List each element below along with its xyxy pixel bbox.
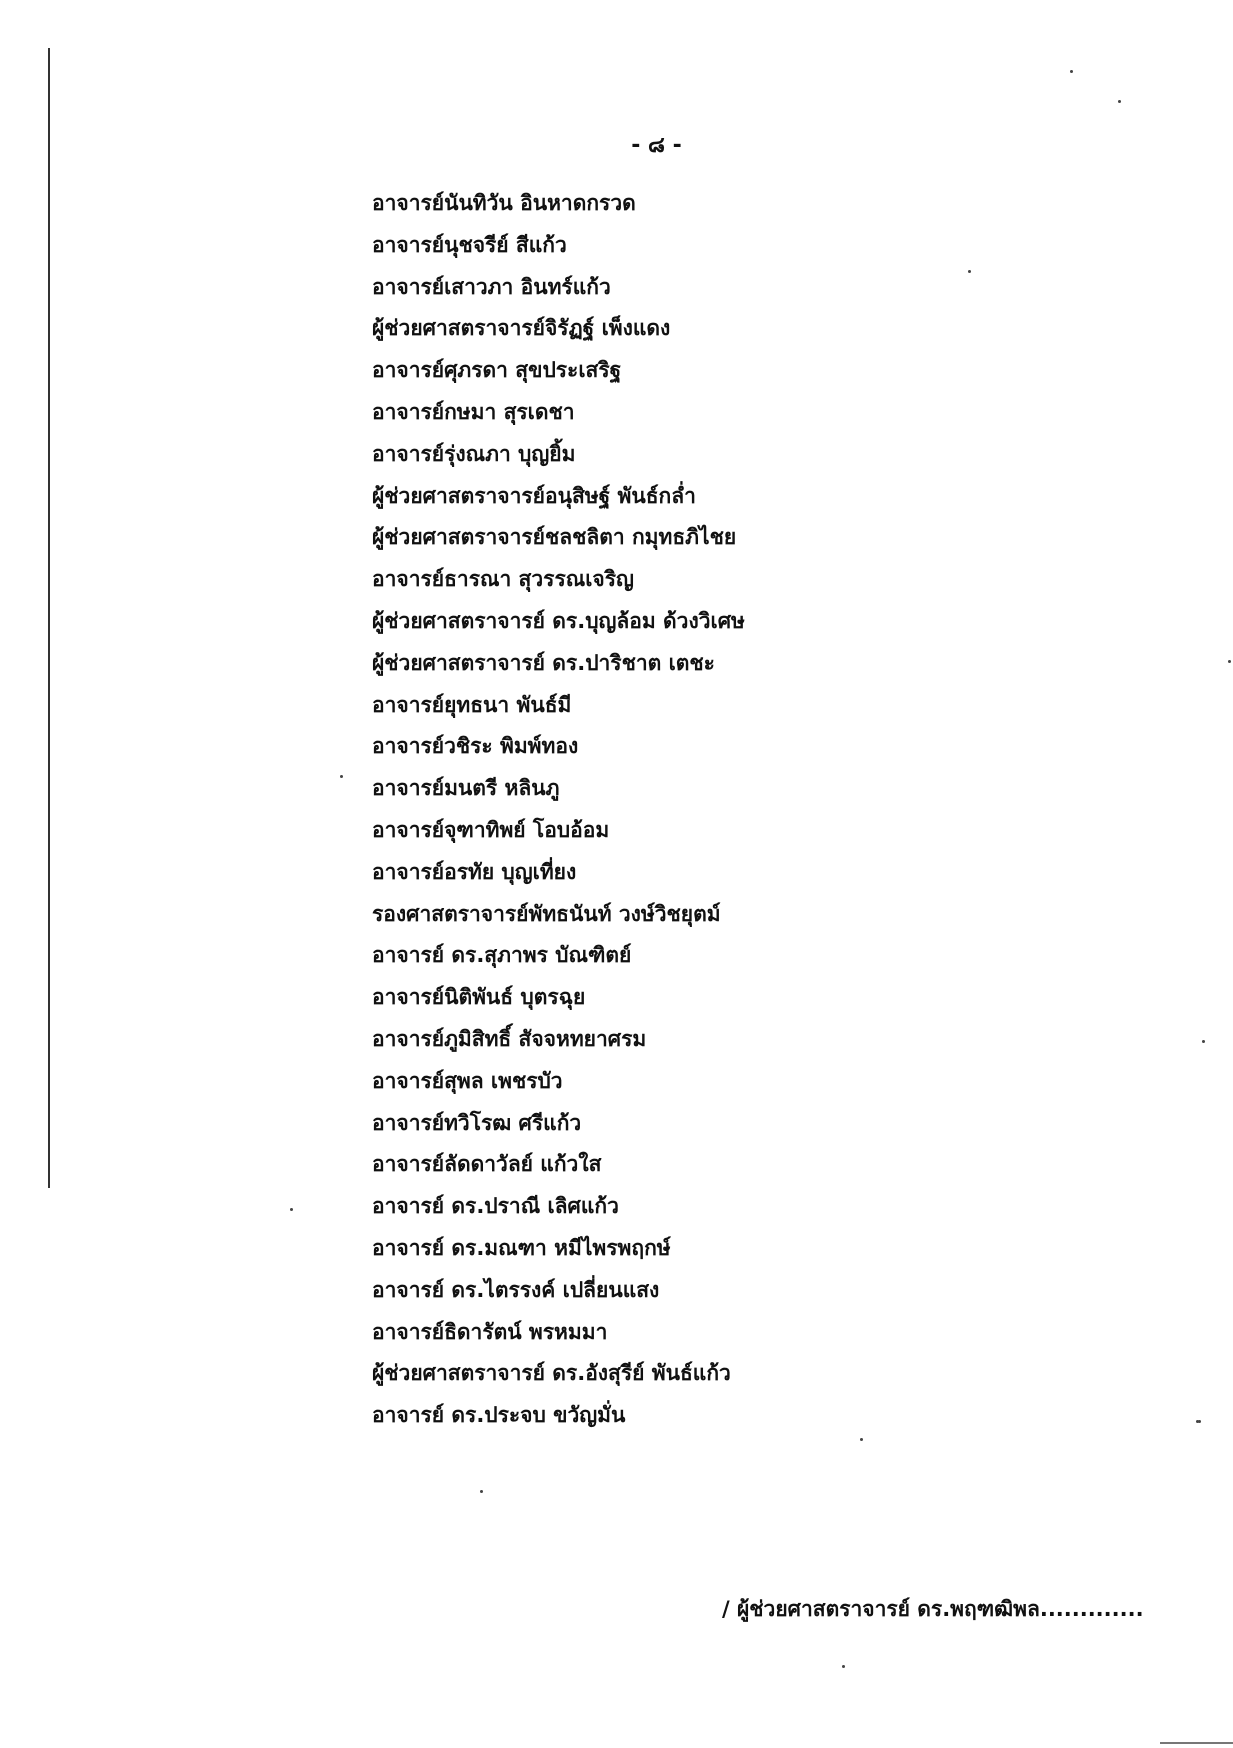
name-item: ผู้ช่วยศาสตราจารย์ ดร.บุญล้อม ด้วงวิเศษ: [372, 608, 745, 633]
scan-speck: [480, 1490, 483, 1493]
name-item: อาจารย์นุชจรีย์ สีแก้ว: [372, 232, 567, 257]
name-item: อาจารย์มนตรี หลินภู: [372, 776, 560, 801]
scan-speck: [1228, 660, 1231, 663]
name-item: อาจารย์ธิดารัตน์ พรหมมา: [372, 1319, 608, 1344]
name-item: อาจารย์ ดร.ไตรรงค์ เปลี่ยนแสง: [372, 1277, 660, 1302]
name-item: อาจารย์ ดร.สุภาพร บัณฑิตย์: [372, 943, 632, 968]
footer-continuation: / ผู้ช่วยศาสตราจารย์ ดร.พฤฑฒิพล.............: [722, 1597, 1144, 1621]
name-item: อาจารย์ศุภรดา สุขประเสริฐ: [372, 358, 622, 383]
name-item: รองศาสตราจารย์พัทธนันท์ วงษ์วิชยุตม์: [372, 901, 721, 926]
name-item: อาจารย์ธารณา สุวรรณเจริญ: [372, 567, 634, 592]
name-item: ผู้ช่วยศาสตราจารย์อนุสิษฐ์ พันธ์กล่ำ: [372, 483, 696, 508]
page-number: - ๘ -: [631, 133, 682, 158]
name-item: อาจารย์ ดร.มณฑา หมีไพรพฤกษ์: [372, 1235, 671, 1260]
name-item: ผู้ช่วยศาสตราจารย์ ดร.อังสุรีย์ พันธ์แก้ว: [372, 1361, 731, 1386]
name-item: อาจารย์รุ่งณภา บุญยิ้ม: [372, 441, 576, 466]
name-item: อาจารย์ภูมิสิทธิ์ สัจจหทยาศรม: [372, 1026, 647, 1051]
scan-speck: [1198, 1420, 1201, 1423]
name-item: อาจารย์สุพล เพชรบัว: [372, 1068, 563, 1093]
name-item: อาจารย์เสาวภา อินทร์แก้ว: [372, 274, 611, 299]
name-item: ผู้ช่วยศาสตราจารย์จิรัฏฐ์ เพ็งแดง: [372, 316, 671, 341]
name-item: ผู้ช่วยศาสตราจารย์ ดร.ปาริชาต เตชะ: [372, 650, 715, 675]
scan-speck: [1202, 1040, 1205, 1043]
name-item: อาจารย์อรทัย บุญเที่ยง: [372, 859, 577, 884]
name-item: อาจารย์นิติพันธ์ บุตรฉุย: [372, 985, 586, 1010]
name-item: อาจารย์ ดร.ปราณี เลิศแก้ว: [372, 1194, 619, 1219]
name-item: อาจารย์ทวิโรฒ ศรีแก้ว: [372, 1110, 582, 1135]
name-item: อาจารย์กษมา สุรเดชา: [372, 399, 575, 424]
name-item: อาจารย์นันทิวัน อินหาดกรวด: [372, 191, 636, 215]
scan-speck: [340, 775, 343, 778]
name-item: อาจารย์ยุทธนา พันธ์มี: [372, 692, 572, 717]
left-margin-rule: [48, 48, 50, 1188]
name-list: [372, 183, 745, 1437]
name-item: ผู้ช่วยศาสตราจารย์ชลชลิตา กมุทธภิไชย: [372, 525, 737, 550]
name-item: อาจารย์ลัดดาวัลย์ แก้วใส: [372, 1152, 602, 1177]
name-item: อาจารย์วชิระ พิมพ์ทอง: [372, 734, 579, 759]
scan-speck: [1118, 100, 1121, 103]
scan-speck: [290, 1208, 293, 1211]
scan-speck: [968, 270, 971, 273]
name-item: อาจารย์จุฑาทิพย์ โอบอ้อม: [372, 817, 610, 842]
scan-speck: [1070, 70, 1073, 73]
scan-speck: [842, 1665, 845, 1668]
scan-edge-mark: [1160, 1742, 1233, 1744]
scan-speck: [860, 1438, 863, 1441]
name-item: อาจารย์ ดร.ประจบ ขวัญมั่น: [372, 1403, 626, 1428]
